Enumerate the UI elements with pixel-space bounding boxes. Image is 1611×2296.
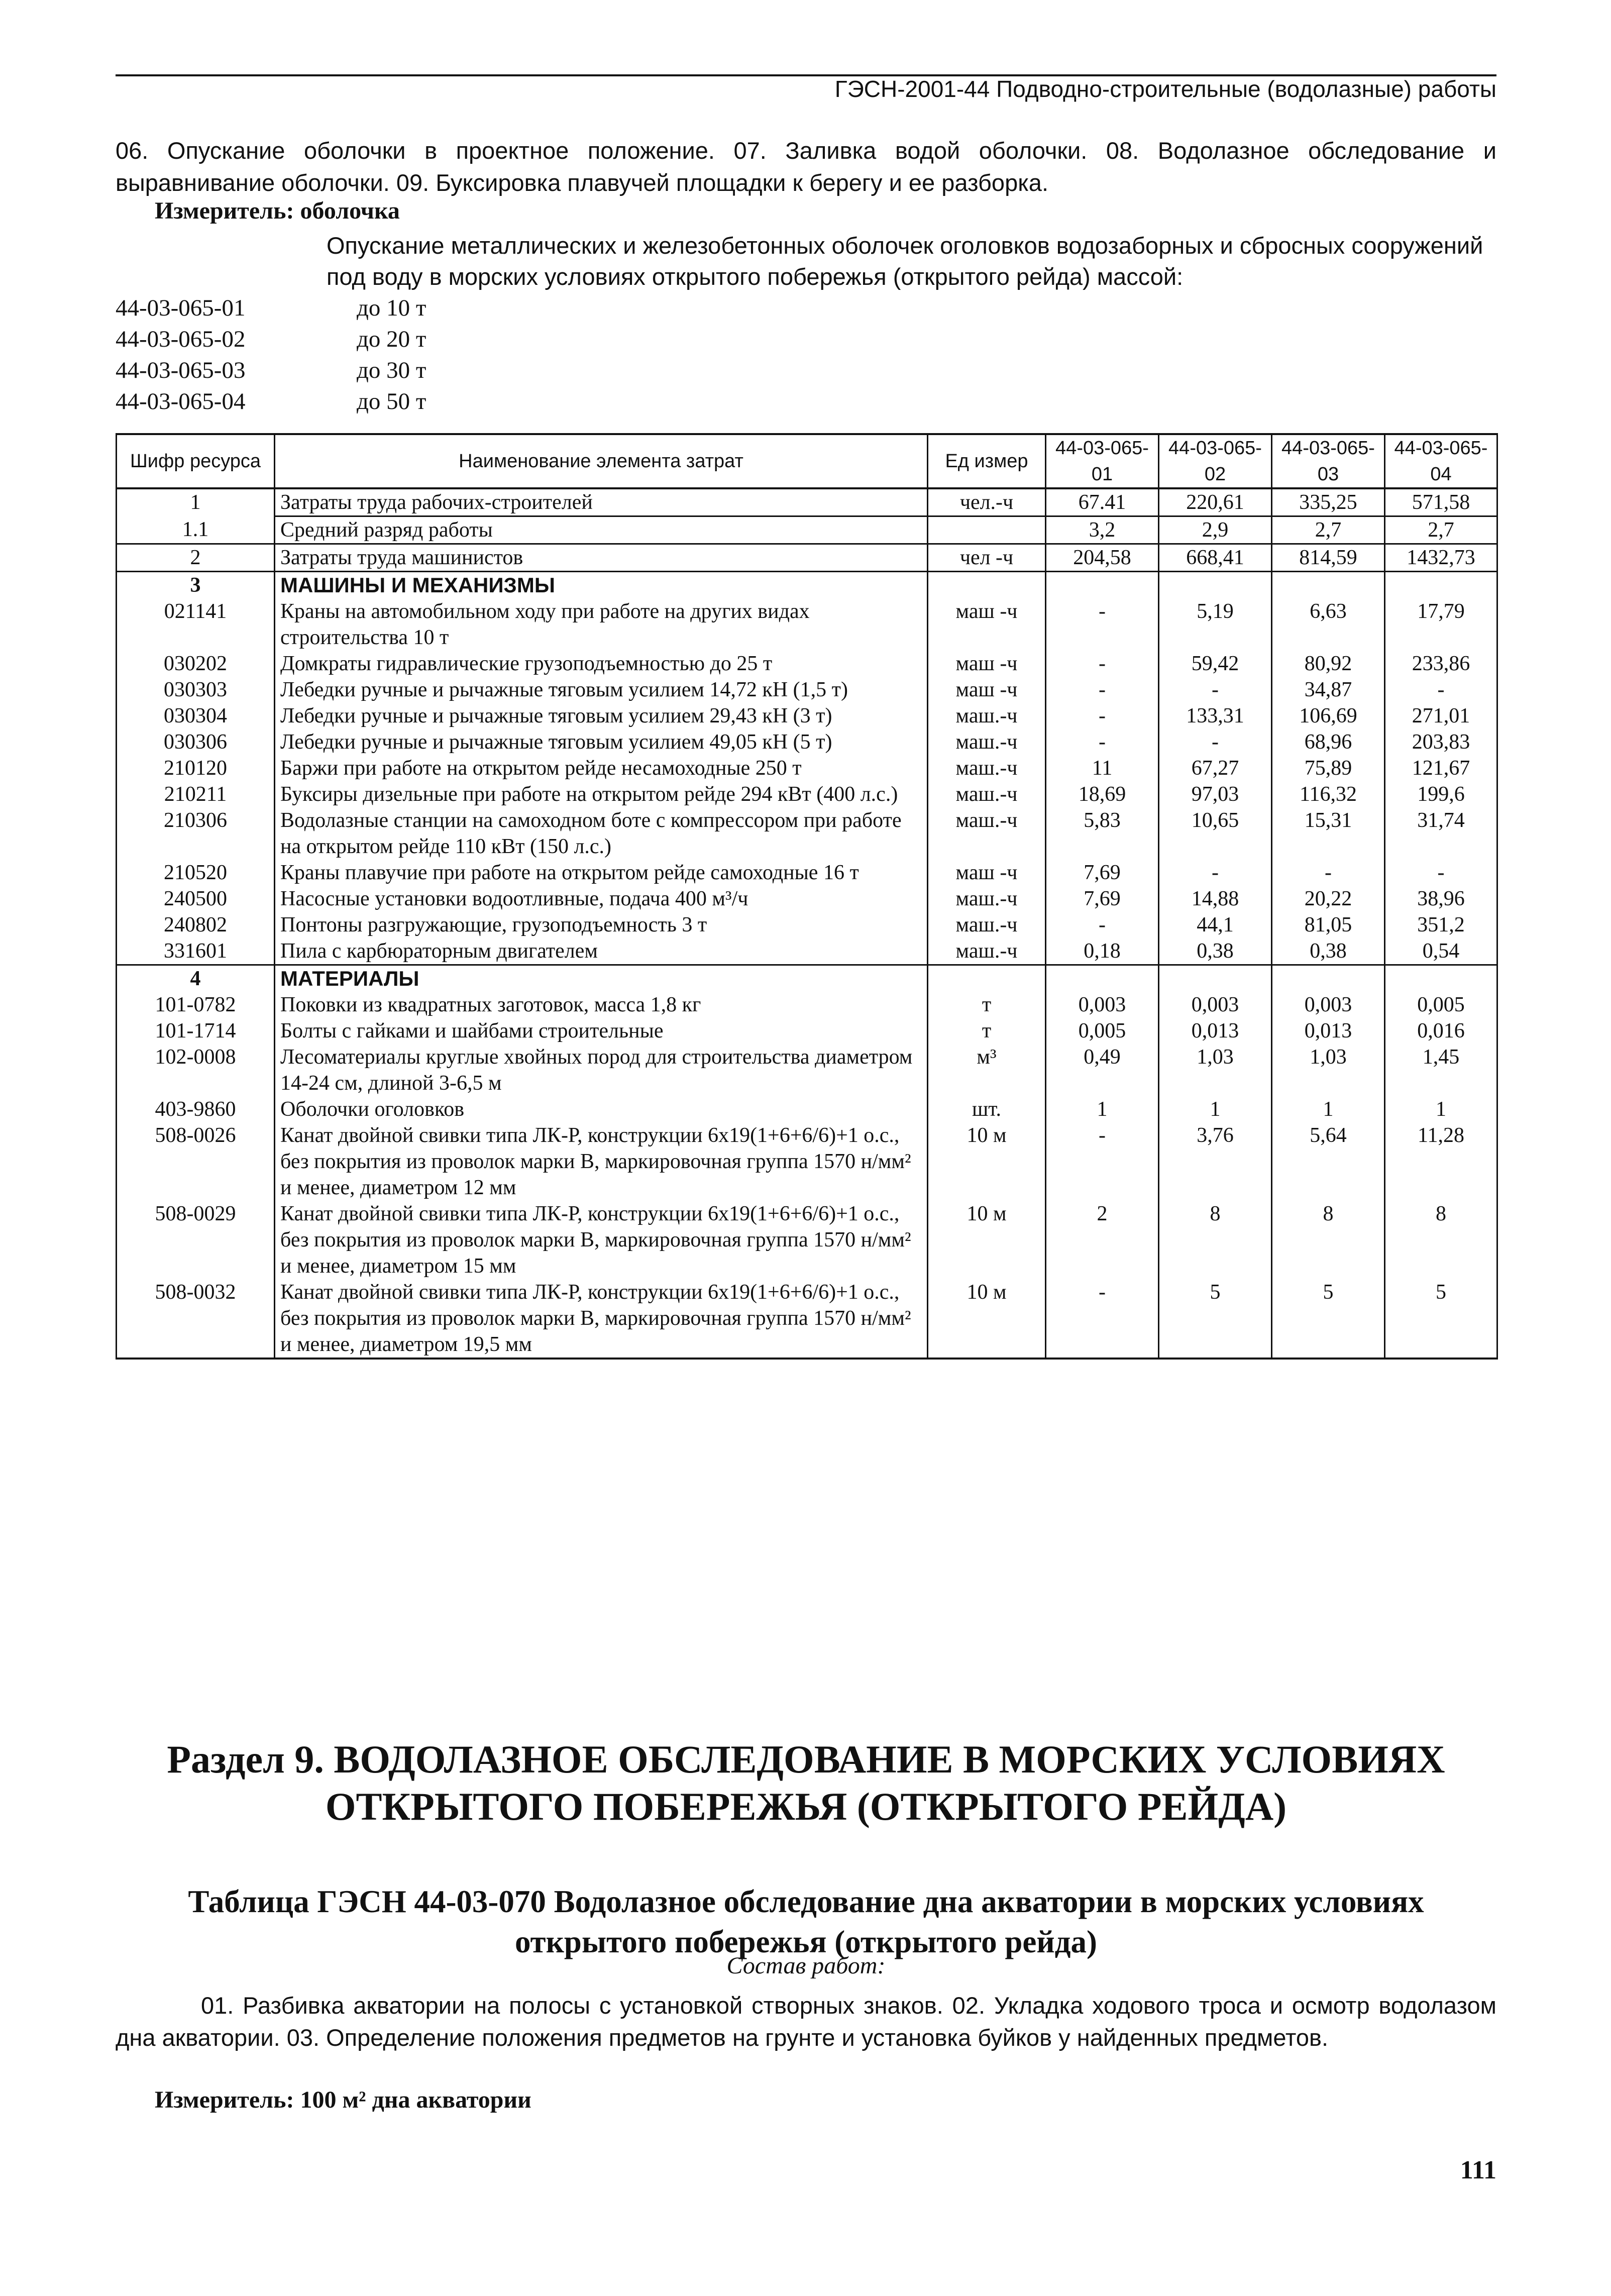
value-cell: 0,013 <box>1272 1018 1385 1044</box>
value-cell: 75,89 <box>1272 755 1385 781</box>
value-cell: 0,54 <box>1385 938 1497 965</box>
value-cell: 0,003 <box>1046 992 1159 1018</box>
resource-code-cell: 4 <box>117 965 275 992</box>
value-cell: 2 <box>1046 1201 1159 1279</box>
unit-cell: маш -ч <box>928 677 1046 703</box>
code-id: 44-03-065-02 <box>116 326 246 352</box>
value-cell: - <box>1046 598 1159 651</box>
table-row <box>117 1044 1497 1096</box>
unit-cell <box>928 516 1046 544</box>
unit-cell: маш.-ч <box>928 729 1046 755</box>
value-cell: 121,67 <box>1385 755 1497 781</box>
value-cell: 8 <box>1159 1201 1272 1279</box>
value-cell: - <box>1046 677 1159 703</box>
value-cell: 116,32 <box>1272 781 1385 807</box>
unit-cell: маш.-ч <box>928 755 1046 781</box>
unit-cell: 10 м <box>928 1279 1046 1359</box>
table-row <box>117 781 1497 807</box>
value-cell: 1 <box>1385 1096 1497 1122</box>
value-cell <box>1046 965 1159 992</box>
table-row <box>117 1279 1497 1359</box>
value-cell: 15,31 <box>1272 807 1385 860</box>
cost-element-cell: Краны на автомобильном ходу при работе на других видах строительства 10 т <box>275 598 928 651</box>
column-header: 44-03-065-03 <box>1272 434 1385 488</box>
running-header: ГЭСН-2001-44 Подводно-строительные (водолазные) работы <box>834 76 1496 102</box>
table-header-row <box>117 434 1497 488</box>
value-cell: 17,79 <box>1385 598 1497 651</box>
unit-cell: т <box>928 992 1046 1018</box>
table-row <box>117 886 1497 912</box>
intro-paragraph: 06. Опускание оболочки в проектное положение. 07. Заливка водой оболочки. 08. Водолазное обследование и выравнивание оболочки. 09. Буксировка плавучей площадки к берегу и ее разборка. <box>116 137 1496 196</box>
value-cell: 0,003 <box>1272 992 1385 1018</box>
resource-code-cell: 508-0032 <box>117 1279 275 1359</box>
value-cell <box>1046 572 1159 599</box>
value-cell <box>1385 572 1497 599</box>
meter-label-2: Измеритель: 100 м² дна акватории <box>155 2086 531 2113</box>
value-cell: - <box>1046 729 1159 755</box>
value-cell: 814,59 <box>1272 544 1385 572</box>
column-header: 44-03-065-01 <box>1046 434 1159 488</box>
unit-cell: чел -ч <box>928 544 1046 572</box>
cost-element-cell: Лебедки ручные и рычажные тяговым усилием 29,43 кН (3 т) <box>275 703 928 729</box>
value-cell: 67,27 <box>1159 755 1272 781</box>
value-cell: 271,01 <box>1385 703 1497 729</box>
unit-cell: маш.-ч <box>928 781 1046 807</box>
value-cell: 0,38 <box>1272 938 1385 965</box>
table-row <box>117 1201 1497 1279</box>
value-cell: 1 <box>1046 1096 1159 1122</box>
value-cell: 1,03 <box>1272 1044 1385 1096</box>
value-cell <box>1159 965 1272 992</box>
value-cell: 11,28 <box>1385 1122 1497 1201</box>
resource-code-cell: 508-0026 <box>117 1122 275 1201</box>
value-cell: 204,58 <box>1046 544 1159 572</box>
value-cell: 0,005 <box>1046 1018 1159 1044</box>
resource-code-cell: 030202 <box>117 651 275 677</box>
cost-element-cell: МАТЕРИАЛЫ <box>275 965 928 992</box>
unit-cell: т <box>928 1018 1046 1044</box>
value-cell: 38,96 <box>1385 886 1497 912</box>
resource-code-cell: 210211 <box>117 781 275 807</box>
value-cell: - <box>1385 860 1497 886</box>
unit-cell <box>928 965 1046 992</box>
code-value: до 10 т <box>357 295 426 321</box>
column-header: 44-03-065-04 <box>1385 434 1497 488</box>
value-cell: 81,05 <box>1272 912 1385 938</box>
column-header: Ед измер <box>928 434 1046 488</box>
unit-cell: 10 м <box>928 1122 1046 1201</box>
cost-element-cell: Средний разряд работы <box>275 516 928 544</box>
table-row <box>117 992 1497 1018</box>
unit-cell: маш -ч <box>928 598 1046 651</box>
works-heading: Состав работ: <box>726 1952 886 1979</box>
value-cell <box>1272 572 1385 599</box>
cost-element-cell: Канат двойной свивки типа ЛК-Р, конструкции 6х19(1+6+6/6)+1 о.с., без покрытия из проволок марки В, маркировочная группа 1570 н/мм² и менее, диаметром 15 мм <box>275 1201 928 1279</box>
resource-code-cell: 403-9860 <box>117 1096 275 1122</box>
code-row <box>116 355 426 386</box>
value-cell: 133,31 <box>1159 703 1272 729</box>
resource-code-cell: 1 <box>117 488 275 516</box>
cost-element-cell: Пила с карбюраторным двигателем <box>275 938 928 965</box>
table-row <box>117 755 1497 781</box>
unit-cell: маш.-ч <box>928 912 1046 938</box>
table-row <box>117 1122 1497 1201</box>
column-header: Наименование элемента затрат <box>275 434 928 488</box>
value-cell: 7,69 <box>1046 860 1159 886</box>
resource-code-cell: 030303 <box>117 677 275 703</box>
value-cell: 668,41 <box>1159 544 1272 572</box>
resource-code-cell: 508-0029 <box>117 1201 275 1279</box>
value-cell: - <box>1385 677 1497 703</box>
value-cell: - <box>1046 651 1159 677</box>
value-cell: 0,005 <box>1385 992 1497 1018</box>
value-cell: 5 <box>1272 1279 1385 1359</box>
value-cell: 5 <box>1385 1279 1497 1359</box>
code-value: до 30 т <box>357 357 426 383</box>
value-cell: - <box>1272 860 1385 886</box>
works-paragraph: 01. Разбивка акватории на полосы с установкой створных знаков. 02. Укладка ходового троса и осмотр водолазом дна акватории. 03. Определение положения предметов на грунте и установка буйков у найденных предметов. <box>116 1992 1496 2051</box>
table-row <box>117 703 1497 729</box>
value-cell: 233,86 <box>1385 651 1497 677</box>
cost-element-cell: Водолазные станции на самоходном боте с компрессором при работе на открытом рейде 110 кВт (150 л.с.) <box>275 807 928 860</box>
value-cell: 80,92 <box>1272 651 1385 677</box>
value-cell: 3,2 <box>1046 516 1159 544</box>
code-id: 44-03-065-04 <box>116 388 246 414</box>
value-cell: 31,74 <box>1385 807 1497 860</box>
value-cell: - <box>1046 1122 1159 1201</box>
value-cell: 0,38 <box>1159 938 1272 965</box>
table-row <box>117 598 1497 651</box>
code-row <box>116 292 426 324</box>
value-cell: 2,9 <box>1159 516 1272 544</box>
value-cell: 20,22 <box>1272 886 1385 912</box>
resource-code-cell: 210120 <box>117 755 275 781</box>
value-cell <box>1159 572 1272 599</box>
resource-code-cell: 030304 <box>117 703 275 729</box>
cost-element-cell: Затраты труда рабочих-строителей <box>275 488 928 516</box>
resource-code-cell: 240802 <box>117 912 275 938</box>
value-cell: 6,63 <box>1272 598 1385 651</box>
value-cell: 220,61 <box>1159 488 1272 516</box>
value-cell: 203,83 <box>1385 729 1497 755</box>
table-row <box>117 965 1497 992</box>
value-cell: 0,013 <box>1159 1018 1272 1044</box>
value-cell: 1,45 <box>1385 1044 1497 1096</box>
unit-cell: маш.-ч <box>928 938 1046 965</box>
value-cell: 59,42 <box>1159 651 1272 677</box>
unit-cell: м³ <box>928 1044 1046 1096</box>
value-cell: 571,58 <box>1385 488 1497 516</box>
cost-element-cell: Насосные установки водоотливные, подача 400 м³/ч <box>275 886 928 912</box>
code-id: 44-03-065-03 <box>116 357 246 383</box>
resource-code-cell: 030306 <box>117 729 275 755</box>
cost-element-cell: Канат двойной свивки типа ЛК-Р, конструкции 6х19(1+6+6/6)+1 о.с., без покрытия из проволок марки В, маркировочная группа 1570 н/мм² и менее, диаметром 12 мм <box>275 1122 928 1201</box>
cost-element-cell: Домкраты гидравлические грузоподъемностью до 25 т <box>275 651 928 677</box>
value-cell: 44,1 <box>1159 912 1272 938</box>
value-cell: 2,7 <box>1385 516 1497 544</box>
meter-label: Измеритель: оболочка <box>155 197 400 224</box>
resource-code-cell: 2 <box>117 544 275 572</box>
table-row <box>117 938 1497 965</box>
value-cell: - <box>1159 860 1272 886</box>
value-cell: 5,64 <box>1272 1122 1385 1201</box>
code-id: 44-03-065-01 <box>116 295 246 321</box>
unit-cell: маш -ч <box>928 651 1046 677</box>
resource-code-cell: 021141 <box>117 598 275 651</box>
table-row <box>117 544 1497 572</box>
value-cell: 0,49 <box>1046 1044 1159 1096</box>
value-cell: 14,88 <box>1159 886 1272 912</box>
value-cell: 5 <box>1159 1279 1272 1359</box>
resource-code-cell: 101-1714 <box>117 1018 275 1044</box>
unit-cell: маш.-ч <box>928 807 1046 860</box>
table-row <box>117 488 1497 516</box>
unit-cell: чел.-ч <box>928 488 1046 516</box>
value-cell: 7,69 <box>1046 886 1159 912</box>
unit-cell: маш.-ч <box>928 703 1046 729</box>
table-title: Таблица ГЭСН 44-03-070 Водолазное обследование дна акватории в морских условиях открытого побережья (открытого рейда) <box>188 1884 1424 1959</box>
value-cell: 68,96 <box>1272 729 1385 755</box>
value-cell: 8 <box>1272 1201 1385 1279</box>
resource-table <box>116 433 1498 1360</box>
table-row <box>117 651 1497 677</box>
value-cell: 5,19 <box>1159 598 1272 651</box>
resource-code-cell: 1.1 <box>117 516 275 544</box>
unit-cell: маш.-ч <box>928 886 1046 912</box>
cost-element-cell: Понтоны разгружающие, грузоподъемность 3 т <box>275 912 928 938</box>
value-cell: 199,6 <box>1385 781 1497 807</box>
cost-element-cell: Поковки из квадратных заготовок, масса 1,8 кг <box>275 992 928 1018</box>
value-cell <box>1385 965 1497 992</box>
code-value: до 20 т <box>357 326 426 352</box>
cost-element-cell: Буксиры дизельные при работе на открытом рейде 294 кВт (400 л.с.) <box>275 781 928 807</box>
code-row <box>116 324 426 355</box>
value-cell: 3,76 <box>1159 1122 1272 1201</box>
value-cell: 0,003 <box>1159 992 1272 1018</box>
value-cell <box>1272 965 1385 992</box>
cost-element-cell: Канат двойной свивки типа ЛК-Р, конструкции 6х19(1+6+6/6)+1 о.с., без покрытия из проволок марки В, маркировочная группа 1570 н/мм² и менее, диаметром 19,5 мм <box>275 1279 928 1359</box>
table-row <box>117 729 1497 755</box>
value-cell: 2,7 <box>1272 516 1385 544</box>
value-cell: 1,03 <box>1159 1044 1272 1096</box>
page-number: 111 <box>1460 2156 1496 2184</box>
column-header: 44-03-065-02 <box>1159 434 1272 488</box>
value-cell: 67.41 <box>1046 488 1159 516</box>
value-cell: 1432,73 <box>1385 544 1497 572</box>
resource-code-cell: 102-0008 <box>117 1044 275 1096</box>
value-cell: 97,03 <box>1159 781 1272 807</box>
value-cell: 11 <box>1046 755 1159 781</box>
cost-element-cell: Краны плавучие при работе на открытом рейде самоходные 16 т <box>275 860 928 886</box>
value-cell: - <box>1046 912 1159 938</box>
value-cell: 5,83 <box>1046 807 1159 860</box>
value-cell: 106,69 <box>1272 703 1385 729</box>
code-list <box>116 292 426 417</box>
resource-code-cell: 101-0782 <box>117 992 275 1018</box>
cost-element-cell: Лебедки ручные и рычажные тяговым усилием 49,05 кН (5 т) <box>275 729 928 755</box>
value-cell: - <box>1046 1279 1159 1359</box>
value-cell: 8 <box>1385 1201 1497 1279</box>
cost-element-cell: Лесоматериалы круглые хвойных пород для строительства диаметром 14-24 см, длиной 3-6,5 м <box>275 1044 928 1096</box>
value-cell: 34,87 <box>1272 677 1385 703</box>
resource-code-cell: 210520 <box>117 860 275 886</box>
value-cell: 1 <box>1272 1096 1385 1122</box>
value-cell: - <box>1159 677 1272 703</box>
resource-code-cell: 240500 <box>117 886 275 912</box>
code-row <box>116 386 426 417</box>
section-title: Раздел 9. ВОДОЛАЗНОЕ ОБСЛЕДОВАНИЕ В МОРСКИХ УСЛОВИЯХ ОТКРЫТОГО ПОБЕРЕЖЬЯ (ОТКРЫТОГО РЕЙДА) <box>167 1737 1445 1828</box>
table-row <box>117 1096 1497 1122</box>
resource-code-cell: 3 <box>117 572 275 599</box>
value-cell: 0,016 <box>1385 1018 1497 1044</box>
description-paragraph: Опускание металлических и железобетонных оболочек оголовков водозаборных и сбросных сооружений под воду в морских условиях открытого побережья (открытого рейда) массой: <box>327 232 1483 290</box>
code-value: до 50 т <box>357 388 426 414</box>
cost-element-cell: Баржи при работе на открытом рейде несамоходные 250 т <box>275 755 928 781</box>
table-row <box>117 677 1497 703</box>
unit-cell: маш -ч <box>928 860 1046 886</box>
table-row <box>117 572 1497 599</box>
unit-cell: 10 м <box>928 1201 1046 1279</box>
value-cell: 0,18 <box>1046 938 1159 965</box>
unit-cell: шт. <box>928 1096 1046 1122</box>
value-cell: 335,25 <box>1272 488 1385 516</box>
value-cell: - <box>1159 729 1272 755</box>
cost-element-cell: Оболочки оголовков <box>275 1096 928 1122</box>
unit-cell <box>928 572 1046 599</box>
value-cell: 1 <box>1159 1096 1272 1122</box>
table-row <box>117 516 1497 544</box>
value-cell: 10,65 <box>1159 807 1272 860</box>
table-row <box>117 912 1497 938</box>
value-cell: 18,69 <box>1046 781 1159 807</box>
cost-element-cell: Затраты труда машинистов <box>275 544 928 572</box>
table-row <box>117 807 1497 860</box>
cost-element-cell: Болты с гайками и шайбами строительные <box>275 1018 928 1044</box>
table-row <box>117 860 1497 886</box>
cost-element-cell: МАШИНЫ И МЕХАНИЗМЫ <box>275 572 928 599</box>
table-row <box>117 1018 1497 1044</box>
value-cell: - <box>1046 703 1159 729</box>
cost-element-cell: Лебедки ручные и рычажные тяговым усилием 14,72 кН (1,5 т) <box>275 677 928 703</box>
value-cell: 351,2 <box>1385 912 1497 938</box>
resource-code-cell: 331601 <box>117 938 275 965</box>
column-header: Шифр ресурса <box>117 434 275 488</box>
resource-code-cell: 210306 <box>117 807 275 860</box>
